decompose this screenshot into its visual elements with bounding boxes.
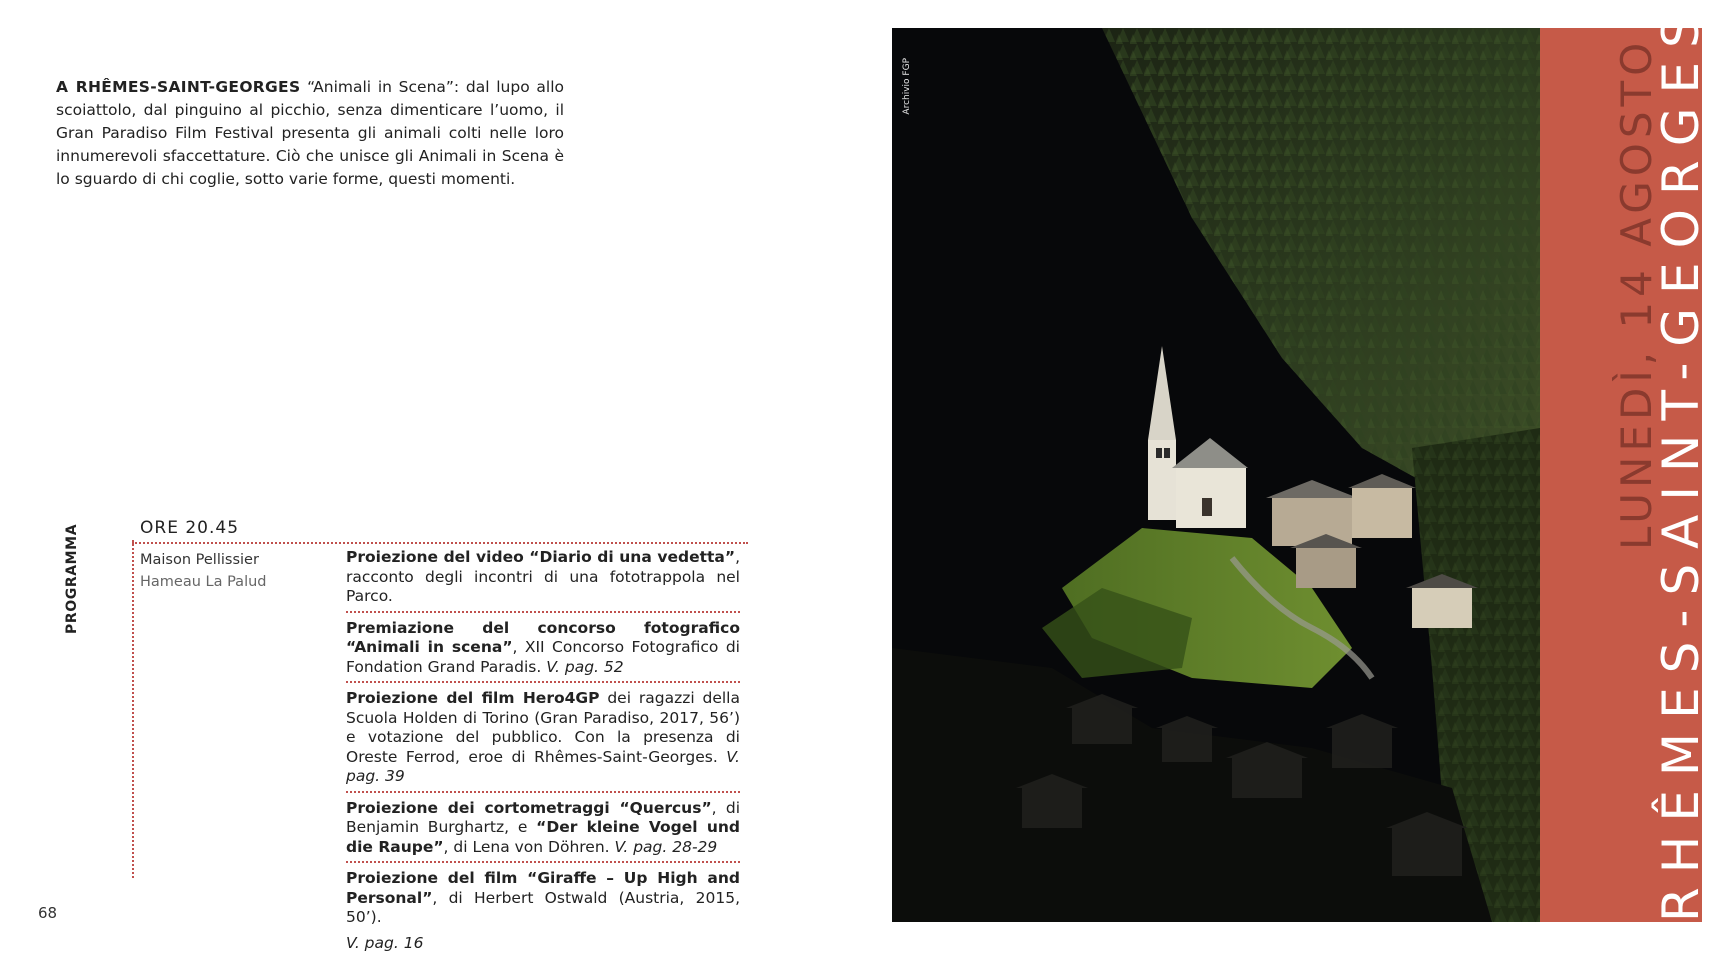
photo-credit: Archivio FGP xyxy=(902,58,912,115)
programma-label: PROGRAMMA xyxy=(64,523,80,634)
event-item xyxy=(346,869,740,957)
event-description: , di Herbert Ostwald (Austria, 2015, 50’). xyxy=(346,888,740,926)
event-item xyxy=(346,799,740,864)
event-item xyxy=(346,548,740,613)
event-description: , XII Concorso Fotografico di Fondation Grand Paradis. xyxy=(346,638,740,676)
programma-divider-horizontal xyxy=(132,542,748,544)
event-description: , di Benjamin Burghartz, e xyxy=(346,798,741,836)
event-title: Proiezione del video “Diario di una vedetta” xyxy=(346,548,736,566)
event-title: Proiezione del film “Giraffe – Up High and Personal” xyxy=(346,869,740,907)
title-band xyxy=(1540,2,1710,922)
programma-events xyxy=(346,548,740,963)
event-item xyxy=(346,619,740,684)
event-title-secondary: “Der kleine Vogel und die Raupe” xyxy=(346,818,741,856)
venue-name: Maison Pellissier xyxy=(140,552,259,568)
event-description: , racconto degli incontri di una fototrappola nel Parco. xyxy=(346,548,740,605)
venue-subtitle: Hameau La Palud xyxy=(140,574,267,590)
event-title: Premiazione del concorso fotografico “Animali in scena” xyxy=(346,618,740,656)
village-illustration xyxy=(892,28,1540,922)
event-description: dei ragazzi della Scuola Holden di Torino (Gran Paradiso, 2017, 56’) e votazione del pubblico. Con la presenza di Oreste Ferrod, eroe di Rhêmes-Saint-Georges. xyxy=(346,689,740,766)
village-photo xyxy=(892,28,1540,922)
event-item xyxy=(346,689,740,793)
event-description-secondary: , di Lena von Döhren. xyxy=(443,837,615,856)
event-page-ref: V. pag. 28-29 xyxy=(614,837,718,856)
page-number: 68 xyxy=(38,904,58,922)
programma-venue xyxy=(140,549,267,593)
event-place: RHÊMES-SAINT-GEORGES xyxy=(1652,2,1710,922)
event-title: Proiezione del film Hero4GP xyxy=(346,689,600,707)
intro-lead: A RHÊMES-SAINT-GEORGES xyxy=(56,78,301,96)
intro-paragraph xyxy=(56,76,564,191)
event-date: LUNEDÌ, 14 AGOSTO xyxy=(1612,37,1661,550)
intro-text: “Animali in Scena”: dal lupo allo scoiattolo, dal pinguino al picchio, senza dimenticare l’uomo, il Gran Paradiso Film Festival presenta gli animali colti nelle loro innumerevoli sfaccettature. Ciò che unisce gli Animali in Scena è lo sguardo di chi coglie, sotto varie forme, questi momenti. xyxy=(56,78,564,188)
event-page-ref: V. pag. 52 xyxy=(546,657,624,676)
event-page-ref: V. pag. 39 xyxy=(346,747,740,785)
event-title: Proiezione dei cortometraggi “Quercus” xyxy=(346,798,712,817)
programma-divider-vertical xyxy=(132,540,134,878)
programma-time: ORE 20.45 xyxy=(140,518,240,538)
event-page-ref: V. pag. 16 xyxy=(346,933,424,952)
band-text xyxy=(1540,2,1710,922)
